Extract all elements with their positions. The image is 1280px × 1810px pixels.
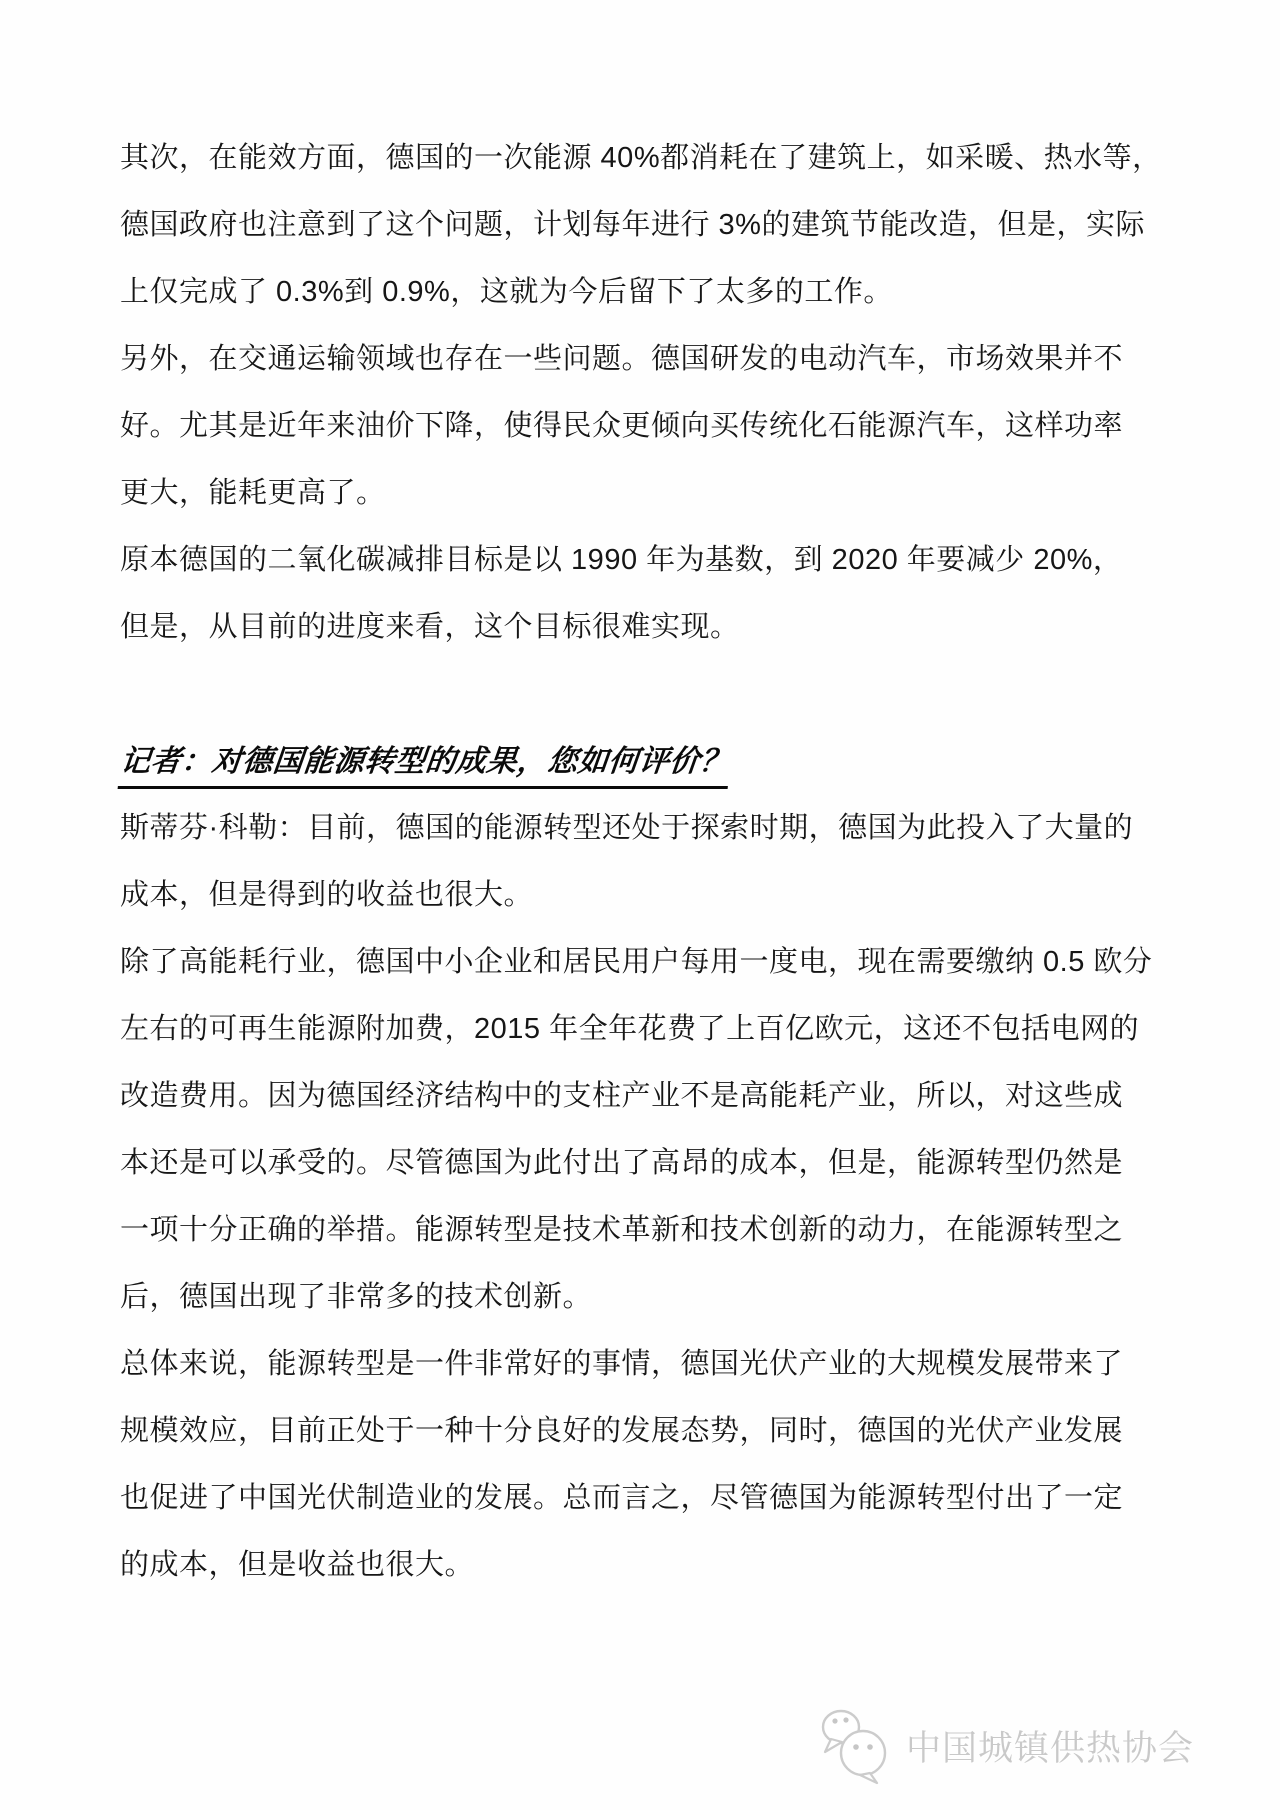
wechat-logo-icon bbox=[818, 1706, 892, 1786]
text-line: 德国政府也注意到了这个问题，计划每年进行 3%的建筑节能改造，但是，实际 bbox=[120, 209, 1145, 241]
text-line: 其次，在能效方面，德国的一次能源 40%都消耗在了建筑上，如采暖、热水等， bbox=[120, 142, 1162, 174]
text-line: 本还是可以承受的。尽管德国为此付出了高昂的成本，但是，能源转型仍然是 bbox=[120, 1147, 1124, 1179]
text-line: 规模效应，目前正处于一种十分良好的发展态势，同时，德国的光伏产业发展 bbox=[120, 1415, 1124, 1447]
text-line: 但是，从目前的进度来看，这个目标很难实现。 bbox=[120, 611, 740, 643]
interview-question-heading bbox=[120, 728, 1165, 795]
watermark bbox=[818, 1706, 1194, 1786]
text-line: 左右的可再生能源附加费，2015 年全年花费了上百亿欧元，这还不包括电网的 bbox=[120, 1013, 1140, 1045]
text-line: 成本，但是得到的收益也很大。 bbox=[120, 879, 534, 911]
text-line: 原本德国的二氧化碳减排目标是以 1990 年为基数，到 2020 年要减少 20%， bbox=[120, 544, 1123, 576]
blank-line bbox=[120, 661, 1165, 728]
text-line: 一项十分正确的举措。能源转型是技术革新和技术创新的动力，在能源转型之 bbox=[120, 1214, 1124, 1246]
text-line: 斯蒂芬·科勒：目前，德国的能源转型还处于探索时期，德国为此投入了大量的 bbox=[120, 812, 1134, 844]
text-line: 上仅完成了 0.3%到 0.9%，这就为今后留下了太多的工作。 bbox=[120, 276, 893, 308]
text-line: 更大，能耗更高了。 bbox=[120, 477, 386, 509]
text-line: 好。尤其是近年来油价下降，使得民众更倾向买传统化石能源汽车，这样功率 bbox=[120, 410, 1124, 442]
text-line: 改造费用。因为德国经济结构中的支柱产业不是高能耗产业，所以，对这些成 bbox=[120, 1080, 1124, 1112]
text-line: 后，德国出现了非常多的技术创新。 bbox=[120, 1281, 593, 1313]
text-line: 除了高能耗行业，德国中小企业和居民用户每用一度电，现在需要缴纳 0.5 欧分 bbox=[120, 946, 1153, 978]
text-line: 另外，在交通运输领域也存在一些问题。德国研发的电动汽车，市场效果并不 bbox=[120, 343, 1124, 375]
text-line: 总体来说，能源转型是一件非常好的事情，德国光伏产业的大规模发展带来了 bbox=[120, 1348, 1124, 1380]
text-line: 也促进了中国光伏制造业的发展。总而言之，尽管德国为能源转型付出了一定 bbox=[120, 1482, 1124, 1514]
watermark-text: 中国城镇供热协会 bbox=[906, 1729, 1195, 1768]
text-line: 的成本，但是收益也很大。 bbox=[120, 1549, 475, 1581]
interview-question-text: 记者：对德国能源转型的成果，您如何评价？ bbox=[118, 743, 733, 789]
article-body bbox=[120, 125, 1165, 1599]
